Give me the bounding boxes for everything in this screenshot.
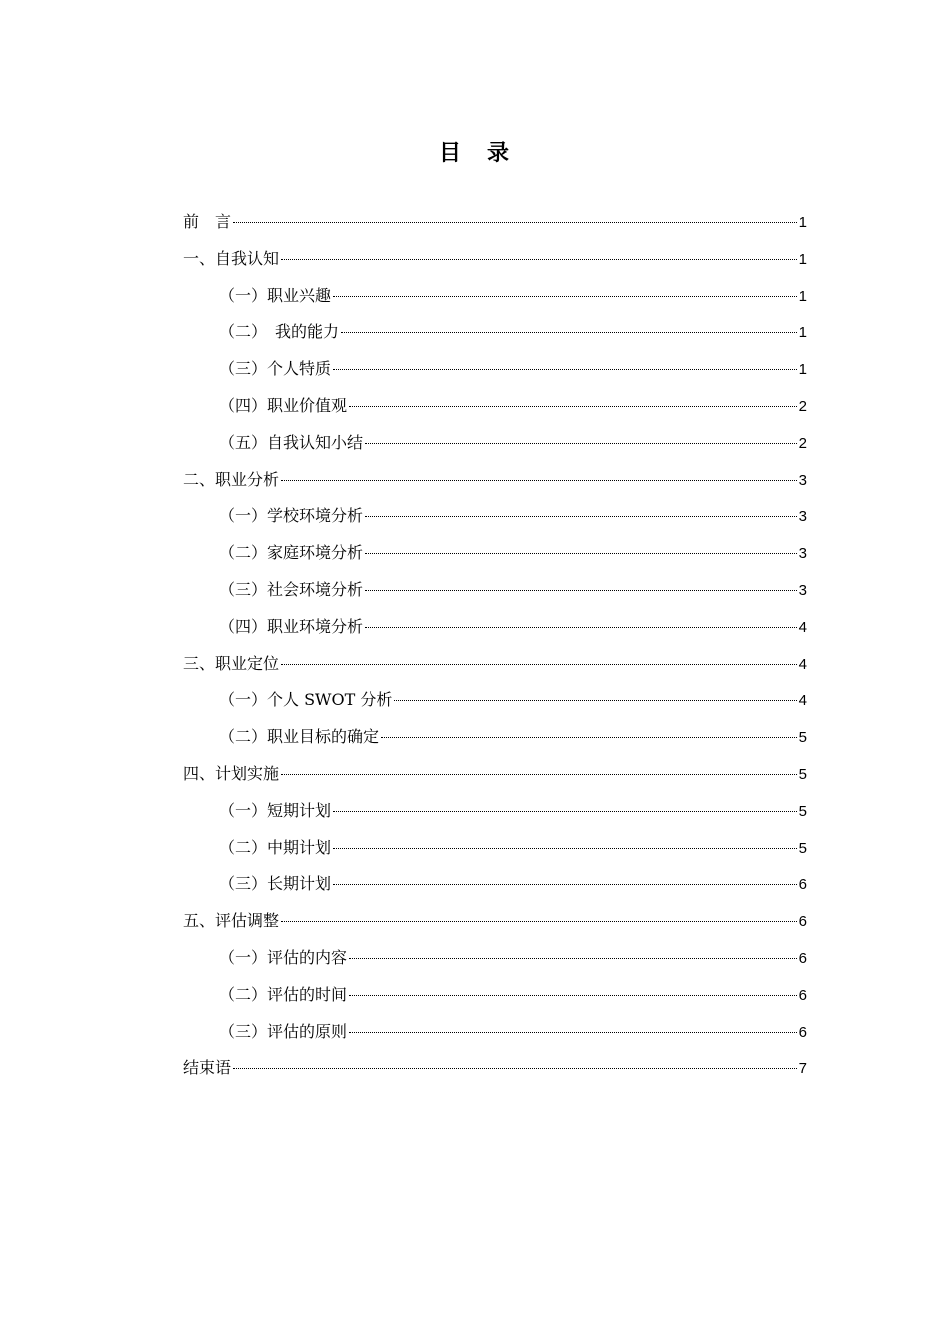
toc-entry[interactable] [183,1014,807,1051]
toc-dot-leader [381,737,797,738]
toc-entry[interactable] [183,866,807,903]
toc-dot-leader [333,369,797,370]
toc-dot-leader [333,848,797,849]
toc-entry-page-number: 1 [798,361,807,379]
toc-entry-page-number: 6 [798,913,807,931]
toc-entry-page-number: 6 [798,949,807,967]
toc-entry-page-number: 6 [798,1023,807,1041]
toc-entry-page-number: 3 [798,471,807,489]
toc-entry[interactable] [183,388,807,425]
toc-entry-label: 五、评估调整 [183,911,280,931]
toc-entry-page-number: 6 [798,876,807,894]
toc-entry-page-number: 5 [798,839,807,857]
toc-dot-leader [333,884,797,885]
toc-dot-leader [281,774,797,775]
toc-dot-leader [365,443,797,444]
toc-dot-leader [349,1032,797,1033]
toc-entry[interactable] [183,572,807,609]
toc-entry[interactable] [183,241,807,278]
toc-entry-label: （一）短期计划 [219,800,332,820]
toc-entry-label: （二）中期计划 [219,837,332,857]
toc-entry[interactable] [183,646,807,683]
toc-title: 目 录 [438,141,511,166]
toc-entry[interactable] [183,682,807,719]
toc-entry[interactable] [183,204,807,241]
toc-entry-page-number: 7 [798,1060,807,1078]
toc-list [183,204,807,1087]
toc-entry[interactable] [183,1050,807,1087]
toc-entry-label: 一、自我认知 [183,248,280,268]
toc-entry-page-number: 3 [798,508,807,526]
toc-entry-label: （二）家庭环境分析 [219,543,364,563]
toc-entry-label: 二、职业分析 [183,469,280,489]
toc-entry-label: （五）自我认知小结 [219,432,364,452]
toc-entry-label: （三）社会环境分析 [219,579,364,599]
toc-entry-label: 结束语 [183,1058,232,1078]
toc-dot-leader [233,1068,797,1069]
toc-dot-leader [365,516,797,517]
toc-entry-label: （二）职业目标的确定 [219,727,380,747]
toc-dot-leader [281,259,797,260]
toc-dot-leader [333,296,797,297]
toc-entry-label: （二）评估的时间 [219,984,348,1004]
toc-entry-label: （四）职业环境分析 [219,616,364,636]
toc-entry-label: （三）长期计划 [219,874,332,894]
toc-entry-page-number: 5 [798,765,807,783]
toc-entry[interactable] [183,830,807,867]
toc-entry[interactable] [183,940,807,977]
toc-entry-page-number: 4 [798,655,807,673]
toc-entry-page-number: 4 [798,618,807,636]
toc-dot-leader [281,921,797,922]
toc-entry[interactable] [183,977,807,1014]
toc-entry[interactable] [183,498,807,535]
toc-entry-page-number: 1 [798,287,807,305]
toc-entry[interactable] [183,351,807,388]
toc-entry-label: （二） 我的能力 [219,322,340,342]
toc-entry[interactable] [183,462,807,499]
toc-entry-label: （一）学校环境分析 [219,506,364,526]
toc-entry-label: 三、职业定位 [183,653,280,673]
toc-dot-leader [333,811,797,812]
toc-entry-label: （三）评估的原则 [219,1021,348,1041]
toc-dot-leader [394,700,796,701]
toc-entry-label: （一）个人 SWOT 分析 [219,690,393,710]
toc-entry-label: （一）职业兴趣 [219,285,332,305]
toc-entry-label: 四、计划实施 [183,763,280,783]
toc-entry-page-number: 2 [798,397,807,415]
toc-entry-page-number: 4 [798,692,807,710]
toc-dot-leader [349,406,797,407]
toc-entry[interactable] [183,719,807,756]
toc-entry-label: （三）个人特质 [219,359,332,379]
toc-dot-leader [349,995,797,996]
toc-dot-leader [365,590,797,591]
toc-dot-leader [349,958,797,959]
toc-dot-leader [341,332,797,333]
toc-entry[interactable] [183,314,807,351]
toc-entry-page-number: 5 [798,802,807,820]
toc-entry-page-number: 3 [798,581,807,599]
toc-entry[interactable] [183,278,807,315]
toc-dot-leader [365,553,797,554]
toc-entry[interactable] [183,903,807,940]
toc-entry[interactable] [183,609,807,646]
toc-entry-page-number: 3 [798,545,807,563]
toc-entry[interactable] [183,756,807,793]
toc-entry-page-number: 1 [798,250,807,268]
toc-entry-page-number: 1 [798,214,807,231]
toc-entry-label: （一）评估的内容 [219,947,348,967]
toc-entry-page-number: 5 [798,729,807,747]
toc-entry-page-number: 6 [798,986,807,1004]
toc-dot-leader [281,664,797,665]
toc-entry-label: 前 言 [183,212,232,231]
toc-entry-page-number: 1 [798,324,807,342]
toc-entry[interactable] [183,425,807,462]
toc-dot-leader [365,627,797,628]
toc-entry[interactable] [183,535,807,572]
toc-entry-page-number: 2 [798,434,807,452]
toc-dot-leader [281,480,797,481]
toc-dot-leader [233,222,797,223]
toc-entry-label: （四）职业价值观 [219,395,348,415]
toc-entry[interactable] [183,793,807,830]
